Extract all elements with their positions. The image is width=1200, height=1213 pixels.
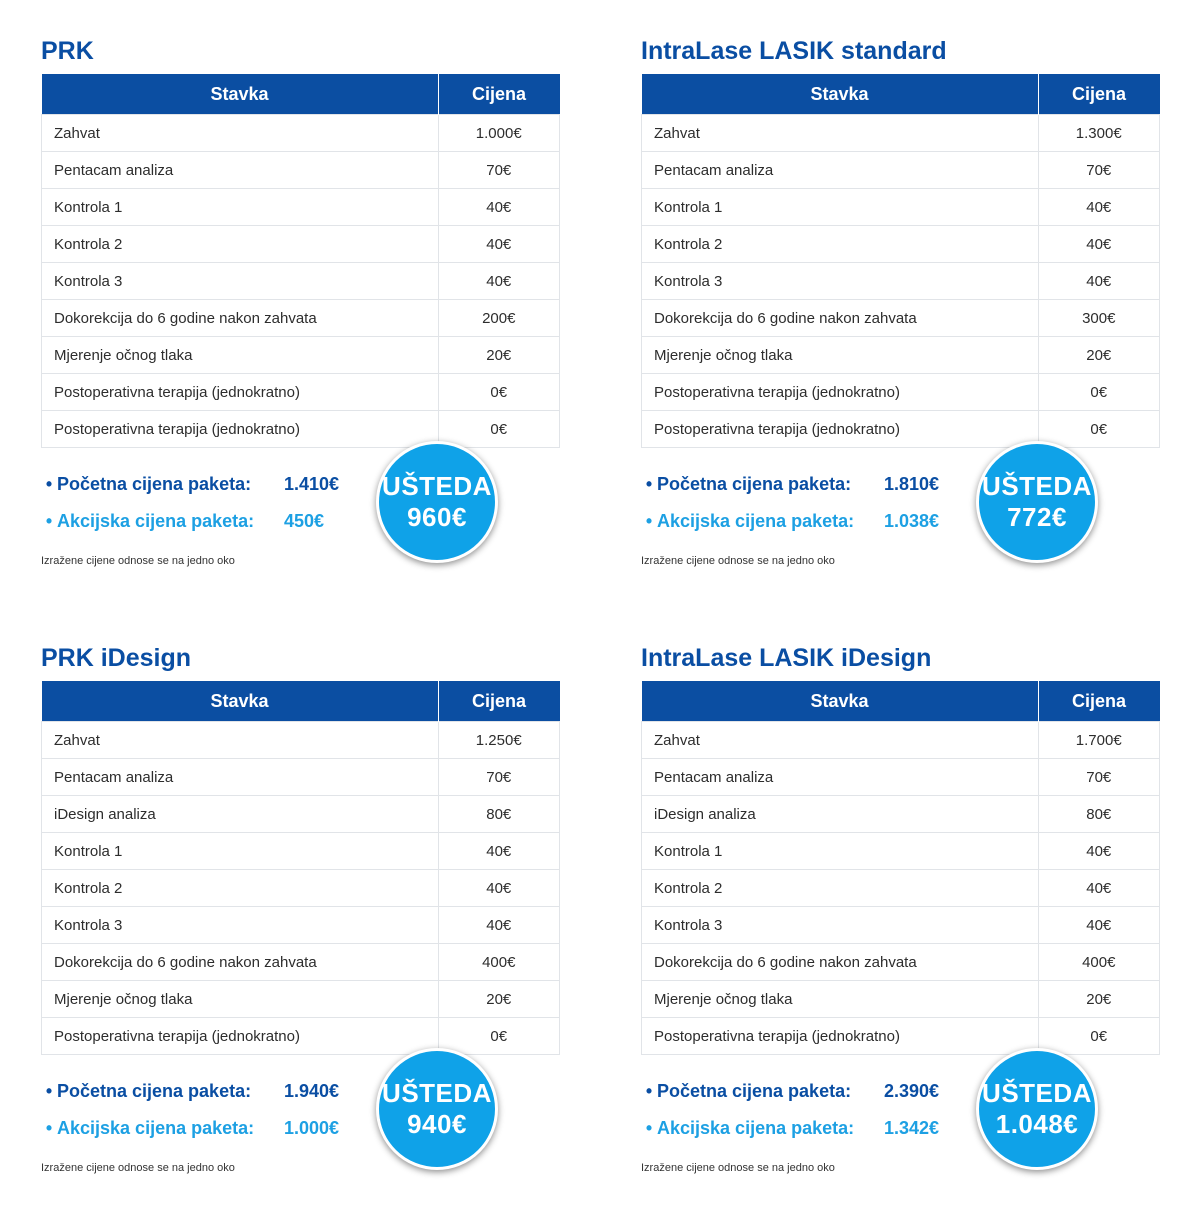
- row-price: 40€: [438, 833, 560, 870]
- row-item: Kontrola 2: [42, 226, 439, 263]
- table-row: [42, 337, 560, 374]
- action-price-label: Akcijska cijena paketa:: [657, 1118, 855, 1138]
- row-item: Dokorekcija do 6 godine nakon zahvata: [42, 944, 439, 981]
- row-price: 80€: [1038, 796, 1160, 833]
- action-price-line: [641, 506, 940, 536]
- bullet-icon: •: [45, 1081, 53, 1101]
- price-table: [41, 74, 560, 448]
- action-price-label: Akcijska cijena paketa:: [57, 511, 255, 531]
- start-price-label: Početna cijena paketa:: [657, 1081, 852, 1101]
- table-row: [42, 115, 560, 152]
- row-item: Dokorekcija do 6 godine nakon zahvata: [42, 300, 439, 337]
- table-header-row: [42, 74, 560, 115]
- row-price: 20€: [1038, 337, 1160, 374]
- row-price: 80€: [438, 796, 560, 833]
- table-row: [642, 337, 1160, 374]
- row-item: Dokorekcija do 6 godine nakon zahvata: [642, 300, 1039, 337]
- row-price: 70€: [438, 152, 560, 189]
- table-row: [42, 870, 560, 907]
- price-table: [41, 681, 560, 1055]
- row-item: Pentacam analiza: [642, 759, 1039, 796]
- row-item: Zahvat: [642, 115, 1039, 152]
- header-price: Cijena: [438, 681, 560, 722]
- row-item: Mjerenje očnog tlaka: [42, 981, 439, 1018]
- footnote: Izražene cijene odnose se na jedno oko: [41, 555, 235, 567]
- header-item: Stavka: [642, 74, 1039, 115]
- row-price: 300€: [1038, 300, 1160, 337]
- start-price-line: [641, 1076, 940, 1106]
- action-price-label: Akcijska cijena paketa:: [57, 1118, 255, 1138]
- package-intralase-lasik-idesign: [641, 638, 1161, 1174]
- action-price-line: [641, 1113, 940, 1143]
- table-row: [642, 796, 1160, 833]
- row-price: 0€: [438, 374, 560, 411]
- bullet-icon: •: [45, 511, 53, 531]
- table-row: [42, 722, 560, 759]
- row-item: Postoperativna terapija (jednokratno): [42, 1018, 439, 1055]
- table-row: [42, 759, 560, 796]
- row-price: 0€: [1038, 374, 1160, 411]
- table-row: [42, 411, 560, 448]
- row-price: 40€: [1038, 189, 1160, 226]
- savings-label: UŠTEDA: [382, 471, 492, 501]
- row-price: 40€: [438, 189, 560, 226]
- table-row: [642, 152, 1160, 189]
- savings-value: 940€: [407, 1109, 467, 1139]
- package-prk-idesign: [41, 638, 561, 1174]
- start-price-line: [41, 469, 340, 499]
- row-price: 1.250€: [438, 722, 560, 759]
- row-item: Mjerenje očnog tlaka: [642, 981, 1039, 1018]
- row-item: Postoperativna terapija (jednokratno): [42, 411, 439, 448]
- row-price: 70€: [438, 759, 560, 796]
- package-title: PRK: [41, 37, 94, 65]
- package-intralase-lasik-standard: [641, 31, 1161, 567]
- savings-label: UŠTEDA: [982, 471, 1092, 501]
- row-price: 40€: [1038, 833, 1160, 870]
- table-row: [642, 226, 1160, 263]
- start-price-value: 2.390€: [884, 1081, 940, 1101]
- row-price: 40€: [1038, 226, 1160, 263]
- row-item: iDesign analiza: [42, 796, 439, 833]
- row-price: 70€: [1038, 152, 1160, 189]
- row-price: 40€: [1038, 263, 1160, 300]
- table-row: [42, 152, 560, 189]
- row-item: Kontrola 3: [642, 907, 1039, 944]
- row-item: Kontrola 1: [642, 833, 1039, 870]
- savings-badge: [376, 1048, 498, 1170]
- table-row: [642, 944, 1160, 981]
- header-item: Stavka: [642, 681, 1039, 722]
- action-price-line: [41, 1113, 340, 1143]
- table-row: [42, 263, 560, 300]
- row-price: 0€: [438, 411, 560, 448]
- start-price-line: [41, 1076, 340, 1106]
- action-price-value: 1.000€: [284, 1118, 340, 1138]
- row-item: Pentacam analiza: [642, 152, 1039, 189]
- row-price: 1.700€: [1038, 722, 1160, 759]
- row-item: Zahvat: [42, 722, 439, 759]
- row-item: Postoperativna terapija (jednokratno): [642, 411, 1039, 448]
- table-row: [642, 115, 1160, 152]
- price-table: [641, 74, 1160, 448]
- header-price: Cijena: [1038, 681, 1160, 722]
- row-price: 70€: [1038, 759, 1160, 796]
- action-price-line: [41, 506, 325, 536]
- action-price-value: 450€: [284, 511, 325, 531]
- savings-badge: [376, 441, 498, 563]
- table-row: [642, 981, 1160, 1018]
- package-title: IntraLase LASIK iDesign: [641, 644, 932, 672]
- start-price-value: 1.940€: [284, 1081, 340, 1101]
- table-row: [642, 374, 1160, 411]
- row-price: 40€: [1038, 907, 1160, 944]
- row-item: Pentacam analiza: [42, 152, 439, 189]
- savings-badge: [976, 441, 1098, 563]
- table-row: [642, 907, 1160, 944]
- footnote: Izražene cijene odnose se na jedno oko: [641, 1162, 835, 1174]
- table-row: [42, 981, 560, 1018]
- action-price-value: 1.342€: [884, 1118, 940, 1138]
- table-header-row: [642, 681, 1160, 722]
- row-item: Kontrola 2: [642, 226, 1039, 263]
- header-price: Cijena: [438, 74, 560, 115]
- start-price-line: [641, 469, 940, 499]
- row-price: 40€: [438, 870, 560, 907]
- package-prk: [41, 31, 561, 567]
- row-item: Zahvat: [42, 115, 439, 152]
- row-item: Kontrola 3: [42, 263, 439, 300]
- table-row: [642, 759, 1160, 796]
- start-price-value: 1.810€: [884, 474, 940, 494]
- row-price: 20€: [438, 337, 560, 374]
- action-price-label: Akcijska cijena paketa:: [657, 511, 855, 531]
- bullet-icon: •: [45, 1118, 53, 1138]
- bullet-icon: •: [645, 511, 653, 531]
- row-price: 200€: [438, 300, 560, 337]
- row-price: 20€: [1038, 981, 1160, 1018]
- table-row: [642, 300, 1160, 337]
- savings-label: UŠTEDA: [982, 1078, 1092, 1108]
- row-item: Pentacam analiza: [42, 759, 439, 796]
- bullet-icon: •: [45, 474, 53, 494]
- table-row: [42, 300, 560, 337]
- action-price-value: 1.038€: [884, 511, 940, 531]
- header-item: Stavka: [42, 74, 439, 115]
- row-price: 400€: [438, 944, 560, 981]
- row-item: Dokorekcija do 6 godine nakon zahvata: [642, 944, 1039, 981]
- table-row: [642, 263, 1160, 300]
- table-row: [642, 870, 1160, 907]
- header-price: Cijena: [1038, 74, 1160, 115]
- row-price: 40€: [438, 907, 560, 944]
- table-row: [42, 944, 560, 981]
- start-price-value: 1.410€: [284, 474, 340, 494]
- row-item: Kontrola 3: [642, 263, 1039, 300]
- row-item: Mjerenje očnog tlaka: [642, 337, 1039, 374]
- row-item: Postoperativna terapija (jednokratno): [42, 374, 439, 411]
- table-row: [642, 1018, 1160, 1055]
- row-price: 1.000€: [438, 115, 560, 152]
- bullet-icon: •: [645, 1081, 653, 1101]
- header-item: Stavka: [42, 681, 439, 722]
- row-item: Mjerenje očnog tlaka: [42, 337, 439, 374]
- start-price-label: Početna cijena paketa:: [57, 474, 252, 494]
- row-price: 0€: [1038, 411, 1160, 448]
- start-price-label: Početna cijena paketa:: [657, 474, 852, 494]
- row-item: Kontrola 3: [42, 907, 439, 944]
- row-price: 0€: [1038, 1018, 1160, 1055]
- row-item: Postoperativna terapija (jednokratno): [642, 374, 1039, 411]
- table-row: [42, 226, 560, 263]
- row-item: Kontrola 1: [42, 189, 439, 226]
- table-header-row: [42, 681, 560, 722]
- table-row: [642, 189, 1160, 226]
- savings-value: 772€: [1007, 502, 1067, 532]
- table-row: [42, 374, 560, 411]
- row-price: 1.300€: [1038, 115, 1160, 152]
- row-item: Kontrola 1: [642, 189, 1039, 226]
- table-row: [642, 411, 1160, 448]
- row-price: 0€: [438, 1018, 560, 1055]
- row-price: 400€: [1038, 944, 1160, 981]
- table-header-row: [642, 74, 1160, 115]
- footnote: Izražene cijene odnose se na jedno oko: [641, 555, 835, 567]
- table-row: [42, 189, 560, 226]
- row-item: iDesign analiza: [642, 796, 1039, 833]
- package-title: PRK iDesign: [41, 644, 192, 672]
- start-price-label: Početna cijena paketa:: [57, 1081, 252, 1101]
- footnote: Izražene cijene odnose se na jedno oko: [41, 1162, 235, 1174]
- table-row: [42, 907, 560, 944]
- row-price: 40€: [1038, 870, 1160, 907]
- bullet-icon: •: [645, 1118, 653, 1138]
- price-table: [641, 681, 1160, 1055]
- savings-label: UŠTEDA: [382, 1078, 492, 1108]
- row-item: Kontrola 1: [42, 833, 439, 870]
- table-row: [42, 1018, 560, 1055]
- savings-value: 1.048€: [995, 1109, 1079, 1139]
- bullet-icon: •: [645, 474, 653, 494]
- savings-badge: [976, 1048, 1098, 1170]
- row-price: 40€: [438, 226, 560, 263]
- row-price: 20€: [438, 981, 560, 1018]
- savings-value: 960€: [407, 502, 467, 532]
- table-row: [42, 833, 560, 870]
- row-price: 40€: [438, 263, 560, 300]
- table-row: [642, 833, 1160, 870]
- table-row: [42, 796, 560, 833]
- package-title: IntraLase LASIK standard: [641, 37, 947, 65]
- row-item: Zahvat: [642, 722, 1039, 759]
- table-row: [642, 722, 1160, 759]
- row-item: Postoperativna terapija (jednokratno): [642, 1018, 1039, 1055]
- row-item: Kontrola 2: [642, 870, 1039, 907]
- row-item: Kontrola 2: [42, 870, 439, 907]
